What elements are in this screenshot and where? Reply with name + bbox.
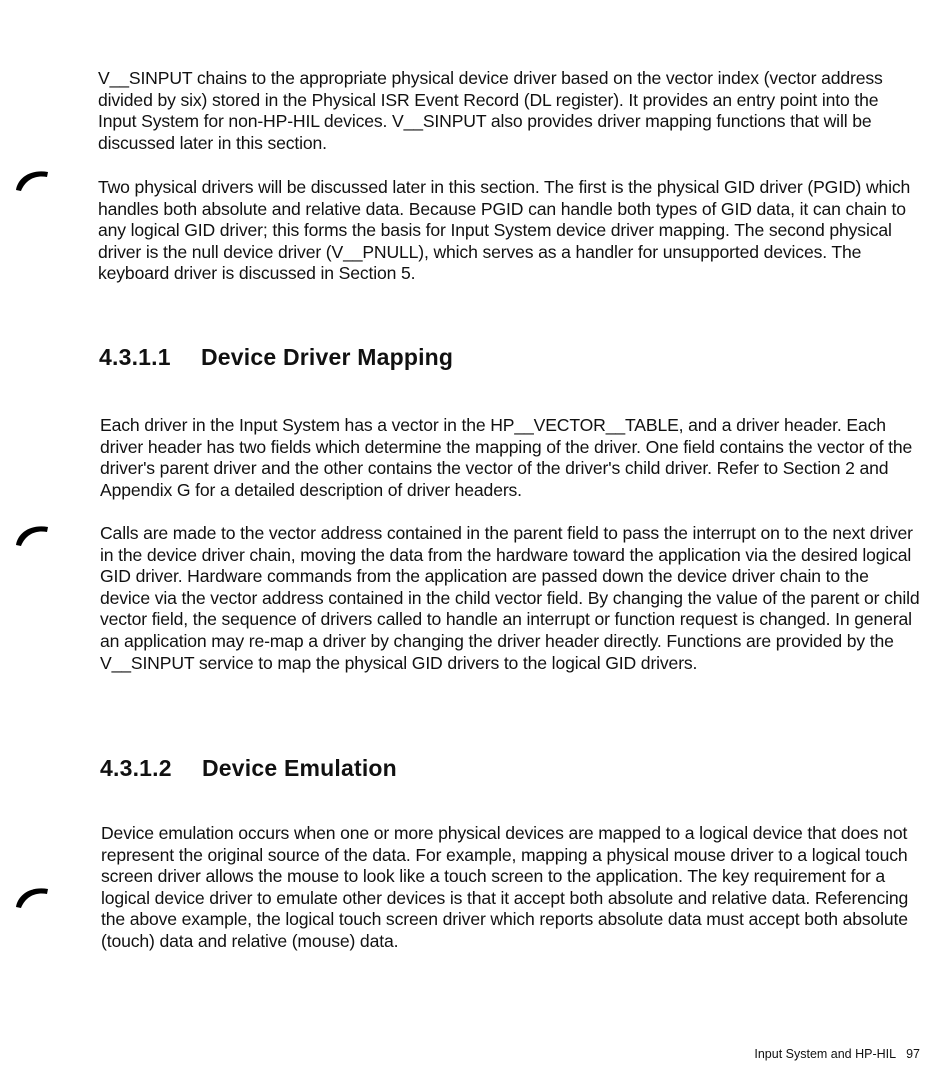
section-heading-device-driver-mapping: [99, 344, 453, 371]
paragraph-mapping-1: Each driver in the Input System has a vector in the HP__VECTOR__TABLE, and a driver header. Each driver header has two fields which determine the mapping of the driver. One field contains the vector of the driver's parent driver and the other contains the vector of the driver's child driver. Refer to Section 2 and Appendix G for a detailed description of driver headers.: [100, 415, 913, 500]
section-number: 4.3.1.2: [100, 755, 172, 781]
paragraph-intro-1: V__SINPUT chains to the appropriate physical device driver based on the vector index (vector address divided by six) stored in the Physical ISR Event Record (DL register). It provides an entry point into the Input System for non-HP-HIL devices. V__SINPUT also provides driver mapping functions that will be discussed later in this section.: [98, 68, 883, 153]
paragraph-emulation-1: Device emulation occurs when one or more physical devices are mapped to a logical device that does not represent the original source of the data. For example, mapping a physical mouse driver to a logical touch screen driver allows the mouse to look like a touch screen to the application. The key requirement for a logical device driver to emulate other devices is that it accept both absolute and relative data. Referencing the above example, the logical touch screen driver which reports absolute data must accept both absolute (touch) data and relative (mouse) data.: [101, 823, 909, 951]
page-footer: [754, 1047, 920, 1061]
binder-tab-mark-icon: [14, 882, 50, 910]
section-title: Device Driver Mapping: [201, 344, 454, 370]
binder-tab-mark-icon: [14, 165, 50, 193]
paragraph-intro-2: Two physical drivers will be discussed later in this section. The first is the physical GID driver (PGID) which handles both absolute and relative data. Because PGID can handle both types of GID data, it can chain to any logical GID driver; this forms the basis for Input System device driver mapping. The second physical driver is the null device driver (V__PNULL), which serves as a handler for unsupported devices. The keyboard driver is discussed in Section 5.: [98, 177, 911, 284]
binder-tab-mark-icon: [14, 520, 50, 548]
paragraph-mapping-2: Calls are made to the vector address contained in the parent field to pass the interrupt on to the next driver in the device driver chain, moving the data from the hardware toward the application via the desired logical GID driver. Hardware commands from the application are passed down the device driver chain to the device via the vector address contained in the child vector field. By changing the value of the parent or child vector field, the sequence of drivers called to handle an interrupt or function request is changed. In general an application may re-map a driver by changing the driver header directly. Functions are provided by the V__SINPUT service to map the physical GID drivers to the logical GID drivers.: [100, 523, 920, 673]
footer-section-title: Input System and HP-HIL: [754, 1047, 897, 1061]
section-number: 4.3.1.1: [99, 344, 171, 370]
section-title: Device Emulation: [202, 755, 397, 781]
page-number: 97: [906, 1047, 920, 1061]
section-heading-device-emulation: [100, 755, 397, 782]
